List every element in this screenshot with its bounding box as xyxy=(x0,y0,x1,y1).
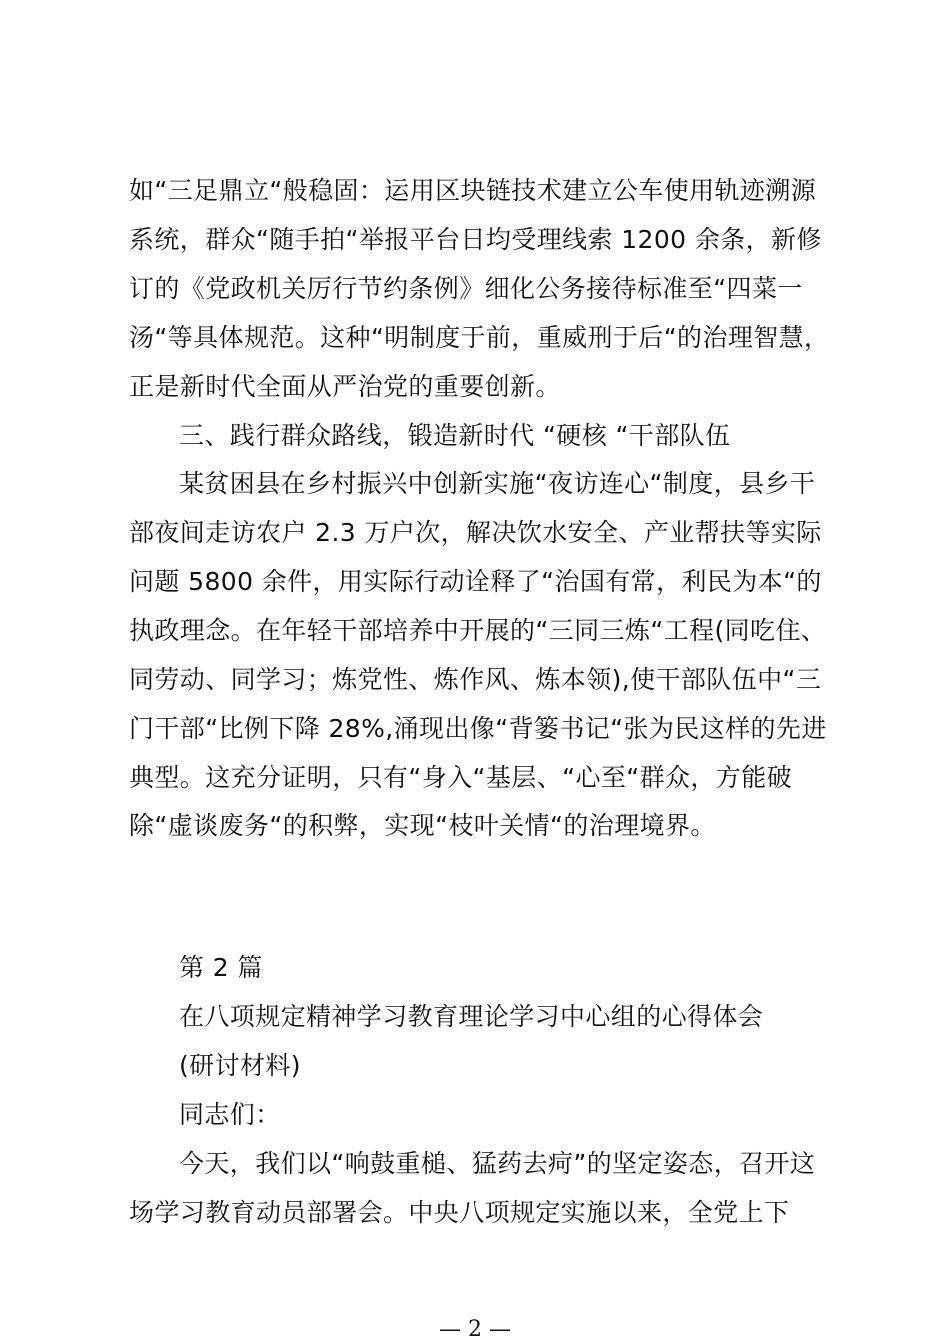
body-line: 订的《党政机关厉行节约条例》细化公务接待标准至“四菜一 xyxy=(129,274,803,303)
body-line: 部夜间走访农户 2.3 万户次，解决饮水安全、产业帮扶等实际 xyxy=(129,518,822,547)
body-line: 执政理念。在年轻干部培养中开展的“三同三炼“工程(同吃住、 xyxy=(129,616,827,645)
section-heading: 三、践行群众路线，锻造新时代 “硬核 “干部队伍 xyxy=(179,421,731,450)
salutation: 同志们： xyxy=(179,1100,281,1129)
body-line: 汤“等具体规范。这种“明制度于前，重威刑于后“的治理智慧， xyxy=(129,323,830,352)
body-line: 典型。这充分证明，只有“身入“基层、“心至“群众，方能破 xyxy=(129,763,793,792)
body-line: 如“三足鼎立“般稳固：运用区块链技术建立公车使用轨迹溯源 xyxy=(129,176,817,205)
body-line: 问题 5800 余件，用实际行动诠释了“治国有常，利民为本“的 xyxy=(129,567,822,596)
body-line: 同劳动、同学习；炼党性、炼作风、炼本领),使干部队伍中“三 xyxy=(129,665,822,694)
page-number: — 2 — xyxy=(439,1317,511,1342)
body-line: 场学习教育动员部署会。中央八项规定实施以来，全党上下 xyxy=(129,1198,790,1227)
article-title: 在八项规定精神学习教育理论学习中心组的心得体会 xyxy=(179,1002,764,1031)
body-line: 除“虚谈废务“的积弊，实现“枝叶关情“的治理境界。 xyxy=(129,811,716,840)
body-line: 门干部“比例下降 28%,涌现出像“背篓书记“张为民这样的先进 xyxy=(129,714,827,743)
body-line: 今天，我们以“响鼓重槌、猛药去疴”的坚定姿态，召开这 xyxy=(179,1149,816,1178)
body-line: 正是新时代全面从严治党的重要创新。 xyxy=(129,372,561,401)
article-subtitle: (研讨材料) xyxy=(179,1051,301,1080)
body-line: 系统，群众“随手拍“举报平台日均受理线索 1200 余条，新修 xyxy=(129,225,822,254)
article-number: 第 2 篇 xyxy=(179,953,263,982)
body-line: 某贫困县在乡村振兴中创新实施“夜访连心“制度，县乡干 xyxy=(179,469,816,498)
